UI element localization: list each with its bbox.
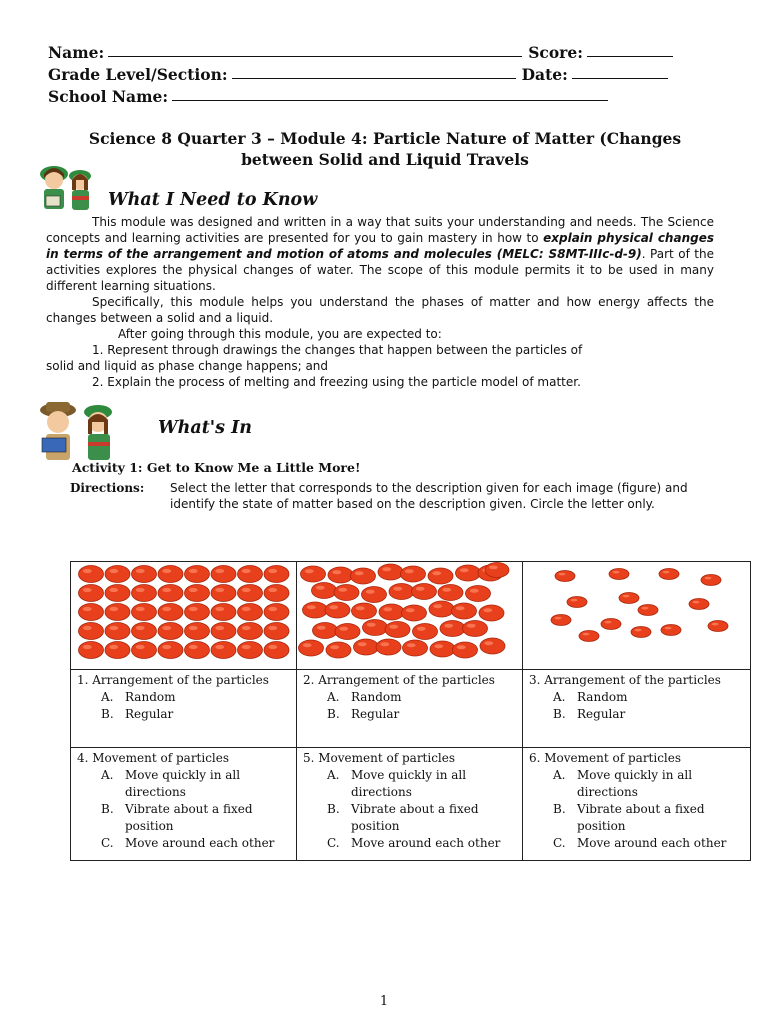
particle-highlight	[242, 645, 251, 649]
expectations-intro: After going through this module, you are expected to:	[118, 327, 442, 341]
particle	[401, 566, 426, 582]
q3-option-b[interactable]: B. Regular	[553, 707, 626, 721]
question-5-cell	[297, 748, 523, 861]
particle-highlight	[305, 569, 314, 573]
particle	[132, 585, 157, 602]
school-name-field[interactable]	[172, 86, 608, 101]
particle-figure-close-random	[297, 562, 521, 664]
particle-highlight	[712, 623, 719, 626]
particle-highlight	[189, 588, 198, 592]
particle	[661, 625, 681, 636]
student-info-header	[48, 42, 728, 108]
particle-highlight	[268, 588, 277, 592]
particle-highlight	[189, 626, 198, 630]
particle-highlight	[460, 568, 469, 572]
particle-highlight	[307, 605, 316, 609]
particle-highlight	[338, 588, 347, 592]
particle	[551, 615, 571, 626]
date-label: Date:	[521, 65, 568, 84]
particle	[428, 568, 453, 584]
particle-highlight	[613, 571, 620, 574]
q1-option-b[interactable]: B. Regular	[101, 707, 174, 721]
question-4-cell	[71, 748, 297, 861]
particle	[158, 642, 183, 659]
particle-highlight	[393, 587, 402, 591]
name-label: Name:	[48, 43, 105, 62]
particle-highlight	[358, 642, 367, 646]
particle-highlight	[189, 569, 198, 573]
particle	[158, 623, 183, 640]
question-1-cell	[71, 670, 297, 748]
particle-highlight	[242, 607, 251, 611]
particle	[485, 563, 509, 578]
particle-highlight	[189, 645, 198, 649]
particle-highlight	[136, 569, 145, 573]
particle	[264, 604, 289, 621]
particle	[631, 627, 651, 638]
particle-highlight	[555, 617, 562, 620]
particle	[362, 587, 387, 603]
particle	[105, 623, 130, 640]
q6-option-a[interactable]: A. Move quickly in all directions	[553, 768, 693, 799]
particle-highlight	[433, 604, 442, 608]
particle-highlight	[406, 608, 415, 612]
q4-option-a[interactable]: A. Move quickly in all directions	[101, 768, 241, 799]
particle	[79, 623, 104, 640]
particle	[354, 639, 379, 655]
activity-title: Activity 1: Get to Know Me a Little More!	[72, 460, 361, 475]
particle	[352, 603, 377, 619]
objective-1-line2: solid and liquid as phase change happens; and	[46, 359, 329, 373]
particle	[211, 623, 236, 640]
particle	[158, 604, 183, 621]
question-3: 3. Arrangement of the particles	[529, 673, 721, 687]
question-2: 2. Arrangement of the particles	[303, 673, 495, 687]
particle	[79, 604, 104, 621]
particle	[378, 564, 403, 580]
particle	[619, 593, 639, 604]
particle	[238, 623, 263, 640]
particle	[363, 620, 388, 636]
particle	[185, 623, 210, 640]
particle-highlight	[316, 586, 325, 590]
particle-highlight	[332, 570, 341, 574]
particle-highlight	[583, 633, 590, 636]
particle	[264, 566, 289, 583]
particle-highlight	[444, 624, 453, 628]
particle-highlight	[83, 626, 92, 630]
particle	[609, 569, 629, 580]
particle-highlight	[109, 607, 118, 611]
particle-highlight	[389, 625, 398, 629]
particle	[185, 604, 210, 621]
particle	[185, 585, 210, 602]
particle-highlight	[330, 645, 339, 649]
question-1: 1. Arrangement of the particles	[77, 673, 269, 687]
particle	[601, 619, 621, 630]
particle-highlight	[356, 606, 365, 610]
particle-highlight	[605, 621, 612, 624]
particle	[567, 597, 587, 608]
particle	[185, 642, 210, 659]
particle	[299, 640, 324, 656]
directions	[70, 480, 720, 511]
particle-highlight	[366, 590, 375, 594]
particle-highlight	[383, 607, 392, 611]
particle	[132, 604, 157, 621]
q2-option-a[interactable]: A. Random	[327, 690, 402, 704]
particle-highlight	[380, 642, 389, 646]
particle-highlight	[329, 605, 338, 609]
particle	[105, 566, 130, 583]
particle	[264, 623, 289, 640]
particle	[638, 605, 658, 616]
figure-2-cell	[297, 562, 523, 670]
particle-highlight	[432, 571, 441, 575]
particle	[211, 566, 236, 583]
particle-highlight	[416, 587, 425, 591]
particle	[79, 642, 104, 659]
particle	[413, 624, 438, 640]
particle-highlight	[109, 569, 118, 573]
particle	[211, 604, 236, 621]
section-heading-whats-in: What's In	[158, 418, 253, 438]
name-field[interactable]	[108, 42, 522, 57]
particle-highlight	[136, 626, 145, 630]
particle	[325, 602, 350, 618]
particle	[79, 566, 104, 583]
particle	[403, 640, 428, 656]
score-field[interactable]	[587, 42, 673, 57]
q5-option-b[interactable]: B. Vibrate about a fixed position	[327, 802, 479, 833]
particle-highlight	[83, 569, 92, 573]
q3-option-a[interactable]: A. Random	[553, 690, 628, 704]
particle	[303, 602, 328, 618]
particle	[452, 603, 477, 619]
particle	[579, 631, 599, 642]
question-5: 5. Movement of particles	[303, 751, 456, 765]
particle-highlight	[189, 607, 198, 611]
module-title-line2: between Solid and Liquid Travels	[241, 150, 529, 169]
q6-option-b[interactable]: B. Vibrate about a fixed position	[553, 802, 705, 833]
particle	[105, 642, 130, 659]
particle	[328, 567, 353, 583]
section-heading-what-i-need-to-know: What I Need to Know	[108, 190, 318, 210]
particle	[376, 639, 401, 655]
particle-figure-regular	[71, 562, 295, 664]
particle	[334, 585, 359, 601]
what-i-need-to-know-body	[46, 214, 714, 390]
particle	[264, 642, 289, 659]
particle-highlight	[242, 569, 251, 573]
particle	[351, 568, 376, 584]
particle	[479, 605, 504, 621]
figure-3-cell	[523, 562, 751, 670]
particle-highlight	[355, 571, 364, 575]
particle-highlight	[417, 627, 426, 631]
particle-highlight	[635, 629, 642, 632]
particle-highlight	[136, 645, 145, 649]
q1-option-a[interactable]: A. Random	[101, 690, 176, 704]
particle	[480, 638, 505, 654]
module-title	[40, 128, 730, 170]
particle-highlight	[665, 627, 672, 630]
particle-highlight	[663, 571, 670, 574]
particle-highlight	[339, 627, 348, 631]
particle	[105, 604, 130, 621]
particle-highlight	[559, 573, 566, 576]
particle	[335, 624, 360, 640]
particle-highlight	[571, 599, 578, 602]
particle-highlight	[162, 626, 171, 630]
q5-option-c[interactable]: C. Move around each other	[327, 836, 501, 850]
particle	[211, 642, 236, 659]
particle-highlight	[83, 607, 92, 611]
directions-label: Directions:	[70, 481, 145, 495]
particle	[379, 604, 404, 620]
particle	[453, 642, 478, 658]
particle-highlight	[215, 588, 224, 592]
particle	[402, 605, 427, 621]
particle-figure-spread	[523, 562, 749, 664]
question-3-cell	[523, 670, 751, 748]
particle-highlight	[162, 588, 171, 592]
particle	[132, 642, 157, 659]
particle	[238, 585, 263, 602]
particle	[708, 621, 728, 632]
particle-highlight	[136, 588, 145, 592]
particle-highlight	[693, 601, 700, 604]
q4-option-b[interactable]: B. Vibrate about a fixed position	[101, 802, 253, 833]
particle-highlight	[268, 645, 277, 649]
particle-highlight	[483, 608, 492, 612]
particle-highlight	[215, 607, 224, 611]
particle-highlight	[705, 577, 712, 580]
particle-highlight	[83, 588, 92, 592]
particle-highlight	[109, 588, 118, 592]
particle-highlight	[407, 643, 416, 647]
particle-highlight	[109, 626, 118, 630]
students-reading-illustration	[34, 398, 124, 462]
particle-highlight	[456, 606, 465, 610]
particle	[326, 642, 351, 658]
students-illustration	[36, 156, 98, 214]
particle-highlight	[434, 644, 443, 648]
particle-highlight	[382, 567, 391, 571]
score-label: Score:	[528, 43, 583, 62]
question-4: 4. Movement of particles	[77, 751, 230, 765]
q6-option-c[interactable]: C. Move around each other	[553, 836, 727, 850]
objective-2: 2. Explain the process of melting and freezing using the particle model of matter.	[92, 375, 581, 389]
particle-highlight	[83, 645, 92, 649]
objective-1-line1: 1. Represent through drawings the changes that happen between the particles of	[92, 343, 583, 357]
particle	[466, 586, 491, 602]
particle	[301, 566, 326, 582]
question-6-cell	[523, 748, 751, 861]
melc-emphasis: explain physical changes in terms of the arrangement and motion of atoms and molecules (MELC: S8MT-IIIc-d-9)	[46, 231, 714, 261]
module-title-line1: Science 8 Quarter 3 – Module 4: Particle Nature of Matter (Changes	[88, 129, 682, 148]
particle-highlight	[109, 645, 118, 649]
particle-highlight	[303, 643, 312, 647]
specific-paragraph: Specifically, this module helps you understand the phases of matter and how energy affects the changes between a solid and a liquid.	[46, 295, 714, 325]
particle	[430, 641, 455, 657]
particle	[701, 575, 721, 586]
particle	[385, 622, 410, 638]
particle	[463, 621, 488, 637]
particle-highlight	[162, 607, 171, 611]
particle	[105, 585, 130, 602]
particle-highlight	[268, 626, 277, 630]
particle	[313, 623, 338, 639]
particle-highlight	[242, 588, 251, 592]
particle-highlight	[623, 595, 630, 598]
particle-highlight	[162, 645, 171, 649]
date-field[interactable]	[572, 64, 668, 79]
particle-highlight	[268, 569, 277, 573]
question-2-cell	[297, 670, 523, 748]
particle	[158, 566, 183, 583]
particle-highlight	[268, 607, 277, 611]
particle	[79, 585, 104, 602]
particle	[689, 599, 709, 610]
particle-highlight	[457, 645, 466, 649]
particle	[438, 585, 463, 601]
particle-highlight	[317, 626, 326, 630]
particle	[132, 566, 157, 583]
particle	[412, 584, 437, 600]
question-6: 6. Movement of particles	[529, 751, 682, 765]
particle	[312, 583, 337, 599]
particle-highlight	[242, 626, 251, 630]
particle	[659, 569, 679, 580]
particle-highlight	[489, 566, 497, 570]
page-number: 1	[379, 994, 389, 1009]
particle-highlight	[484, 641, 493, 645]
particle-highlight	[442, 588, 451, 592]
particle	[429, 601, 454, 617]
particle	[158, 585, 183, 602]
particle-highlight	[367, 623, 376, 627]
particle	[211, 585, 236, 602]
particle	[456, 565, 481, 581]
grade-section-field[interactable]	[232, 64, 516, 79]
particle	[264, 585, 289, 602]
particle	[238, 642, 263, 659]
particle	[389, 584, 414, 600]
particle	[185, 566, 210, 583]
intro-paragraph: This module was designed and written in a way that suits your understanding and needs. The Science concepts and learning activities are presented for you to gain mastery in how to explain physical changes in terms of the arrangement and motion of atoms and molecules (MELC: S8MT-IIIc-d-9). Part of the activities explores the physical changes of water. The scope of this module permits it to be used in many different learning situations.	[46, 215, 714, 293]
particle-highlight	[215, 645, 224, 649]
q2-option-b[interactable]: B. Regular	[327, 707, 400, 721]
particle-highlight	[162, 569, 171, 573]
school-name-label: School Name:	[48, 87, 169, 106]
particle	[238, 604, 263, 621]
directions-text: Select the letter that corresponds to the description given for each image (figure) and identify the state of matter based on the description given. Circle the letter only.	[170, 481, 688, 511]
particle	[132, 623, 157, 640]
activity-table	[70, 561, 751, 861]
particle-highlight	[136, 607, 145, 611]
q5-option-a[interactable]: A. Move quickly in all directions	[327, 768, 467, 799]
particle-highlight	[215, 569, 224, 573]
particle-highlight	[467, 624, 476, 628]
particle	[238, 566, 263, 583]
particle	[555, 571, 575, 582]
particle-highlight	[405, 569, 414, 573]
figure-1-cell	[71, 562, 297, 670]
particle	[440, 621, 465, 637]
q4-option-c[interactable]: C. Move around each other	[101, 836, 275, 850]
grade-section-label: Grade Level/Section:	[48, 65, 228, 84]
particle-highlight	[470, 589, 479, 593]
particle-highlight	[215, 626, 224, 630]
particle-highlight	[642, 607, 649, 610]
